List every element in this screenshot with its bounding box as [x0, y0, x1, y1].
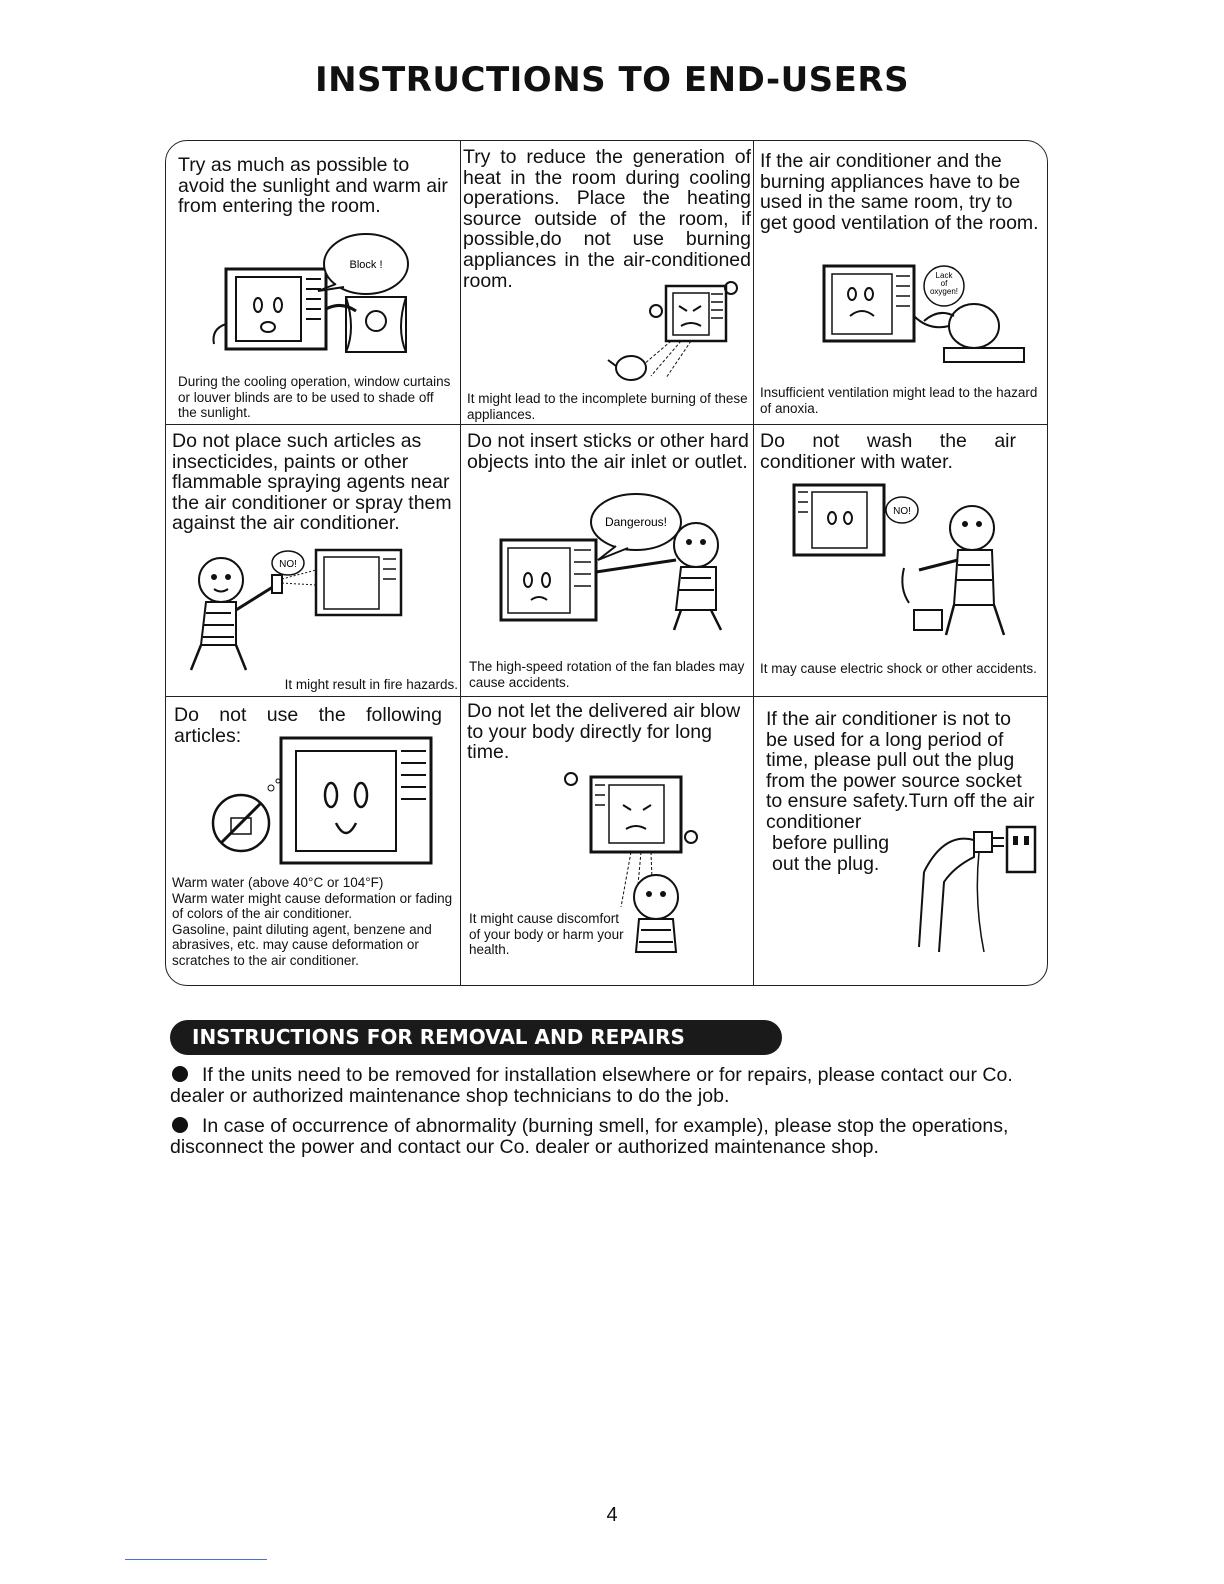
bubble-text: Block ! — [349, 259, 383, 271]
svg-text:Lack: Lack — [935, 271, 953, 280]
bullet-icon — [172, 1117, 188, 1133]
cell-heading: If the air conditioner and the burning appliances have to be used in the same room, try to get good ventilation of the room. — [760, 150, 1039, 234]
cell-unplug — [754, 697, 1048, 986]
ac-with-kettle-illustration — [601, 276, 751, 386]
cell-note — [172, 875, 460, 968]
ac-no-chemicals-illustration — [196, 733, 436, 873]
note-line: Warm water might cause deformation or fading of colors of the air conditioner. — [172, 890, 453, 921]
removal-item-text: If the units need to be removed for installation elsewhere or for repairs, please contact our Co. dealer or authorized maintenance shop technicians to do the job. — [170, 1064, 1013, 1107]
cell-heading: If the air conditioner is not to be used for a long period of time, please pull out the plug from the power source socket to ensure safety.Turn off the air conditioner — [766, 708, 1035, 833]
page-number: 4 — [606, 1504, 618, 1526]
note-text: It might cause discomfort of your body or harm your health. — [469, 911, 624, 957]
bubble-text: NO! — [279, 559, 297, 570]
cell-heading: Do not use the following articles: — [174, 704, 442, 747]
cell-note: Insufficient ventilation might lead to the hazard of anoxia. — [760, 385, 1038, 416]
cell-heading: Do not wash the air conditioner with water. — [760, 430, 1016, 473]
tiger-poking-ac-illustration — [486, 490, 746, 635]
cell-direct-airflow — [461, 697, 754, 986]
cell-note: It might lead to the incomplete burning of these appliances. — [467, 391, 748, 422]
cell-heat-generation — [461, 141, 754, 425]
tiger-washing-ac-illustration — [784, 480, 1024, 645]
cell-note: During the cooling operation, window curtains or louver blinds are to be used to shade off the sunlight. — [178, 374, 451, 420]
instructions-grid — [165, 140, 1048, 986]
bubble-text: NO! — [893, 506, 911, 517]
ac-lack-of-oxygen-illustration — [814, 256, 1034, 371]
note-line: Warm water (above 40°C or 104°F) — [172, 875, 384, 890]
note-line: Gasoline, paint diluting agent, benzene and abrasives, etc. may cause deformation or scratches to the air conditioner. — [172, 921, 432, 968]
cell-sunlight — [166, 141, 461, 425]
cell-heading: Do not place such articles as insecticides, paints or other flammable spraying agents near the air conditioner or spray them against the air conditioner. — [172, 430, 452, 535]
cell-no-washing — [754, 425, 1048, 697]
cell-note: The high-speed rotation of the fan blades may cause accidents. — [469, 659, 745, 690]
bullet-icon — [172, 1066, 188, 1082]
tiger-spraying-ac-illustration — [176, 545, 416, 675]
cell-heading-tail: before pulling out the plug. — [772, 832, 890, 875]
svg-text:of: of — [940, 279, 948, 288]
cell-heading: Do not insert sticks or other hard objects into the air inlet or outlet. — [467, 430, 749, 473]
cell-note — [469, 911, 634, 958]
cell-forbidden-articles — [166, 697, 461, 986]
removal-item — [170, 1116, 1050, 1158]
svg-text:oxygen!: oxygen! — [929, 287, 959, 296]
cell-no-sticks — [461, 425, 754, 697]
cell-heading: Try to reduce the generation of heat in the room during cooling operations. Place the heating source outside of the room, if possible,do not use burning appliances in the air-conditioned room. — [463, 146, 751, 292]
cell-flammable-sprays — [166, 425, 461, 697]
footer-rule — [125, 1559, 267, 1560]
removal-item-text: In case of occurrence of abnormality (burning smell, for example), please stop the operations, disconnect the power and contact our Co. dealer or authorized maintenance shop. — [170, 1115, 1009, 1158]
page-title: INSTRUCTIONS TO END-USERS — [314, 60, 910, 100]
removal-section-title: INSTRUCTIONS FOR REMOVAL AND REPAIRS — [170, 1020, 782, 1055]
cell-heading: Do not let the delivered air blow to your body directly for long time. — [467, 700, 741, 764]
cell-note: It might result in fire hazards. — [284, 677, 458, 692]
hand-pulling-plug-illustration — [914, 822, 1039, 957]
ac-blocking-sunlight-illustration — [206, 229, 436, 369]
cell-heading: Try as much as possible to avoid the sunlight and warm air from entering the room. — [178, 154, 448, 218]
cell-note: It may cause electric shock or other accidents. — [760, 661, 1037, 676]
removal-item — [170, 1065, 1050, 1107]
cell-ventilation — [754, 141, 1048, 425]
bubble-text: Dangerous! — [604, 515, 668, 529]
